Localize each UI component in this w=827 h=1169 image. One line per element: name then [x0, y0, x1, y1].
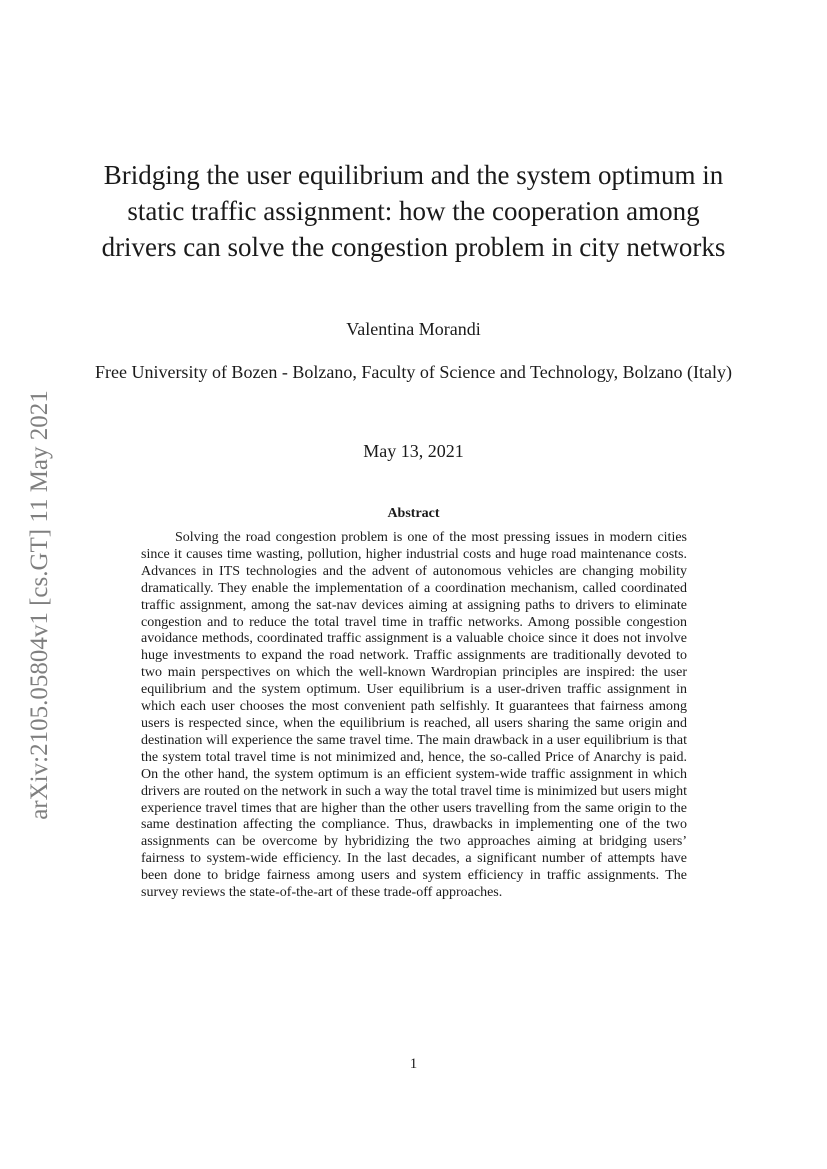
- author-name: Valentina Morandi: [346, 319, 481, 339]
- page-number: 1: [409, 1056, 418, 1072]
- arxiv-identifier: arXiv:2105.05804v1 [cs.GT] 11 May 2021: [26, 390, 54, 820]
- abstract-heading: Abstract: [387, 506, 440, 521]
- abstract-text: Solving the road congestion problem is one of the most pressing issues in modern cities since it causes time wasting, pollution, higher industrial costs and huge road maintenance costs. Advances in ITS technologies and the advent of autonomous vehicles are changing mobility dramatically. They enable the implementation of a coordination mechanism, called coordinated traffic assignment, among the sat-nav devices aiming at assigning paths to drivers to eliminate congestion and to reduce the total travel time in traffic networks. Among possible congestion avoidance methods, coordinated traffic assignment is a valuable choice since it does not involve huge investments to expand the road network. Traffic assignments are traditionally devoted to two main perspectives on which the well-known Wardropian principles are inspired: the user equilibrium and the system optimum. User equilibrium is a user-driven traffic assignment in which each user chooses the most convenient path selfishly. It guarantees that fairness among users is respected since, when the equilibrium is reached, all users sharing the same origin and destination will experience the same travel time. The main drawback in a user equilibrium is that the system total travel time is not minimized and, hence, the so-called Price of Anarchy is paid. On the other hand, the system optimum is an efficient system-wide traffic assignment in which drivers are routed on the network in such a way the total travel time is minimized but users might experience travel times that are higher than the other users travelling from the same origin to the same destination affecting the compliance. Thus, drawbacks in implementing one of the two assignments can be overcome by hybridizing the two approaches aiming at bridging users’ fairness to system-wide efficiency. In the last decades, a significant number of attempts have been done to bridge fairness among users and system efficiency in traffic assignments. The survey reviews the state-of-the-art of these trade-off approaches.: [141, 530, 687, 901]
- paper-title: Bridging the user equilibrium and the system optimum in static traffic assignment: how the cooperation among drivers can solve the congestion problem in city networks: [101, 160, 726, 262]
- publication-date: May 13, 2021: [363, 441, 464, 461]
- arxiv-stamp: [20, 360, 60, 850]
- author-affiliation: Free University of Bozen - Bolzano, Faculty of Science and Technology, Bolzano (Italy): [94, 362, 733, 382]
